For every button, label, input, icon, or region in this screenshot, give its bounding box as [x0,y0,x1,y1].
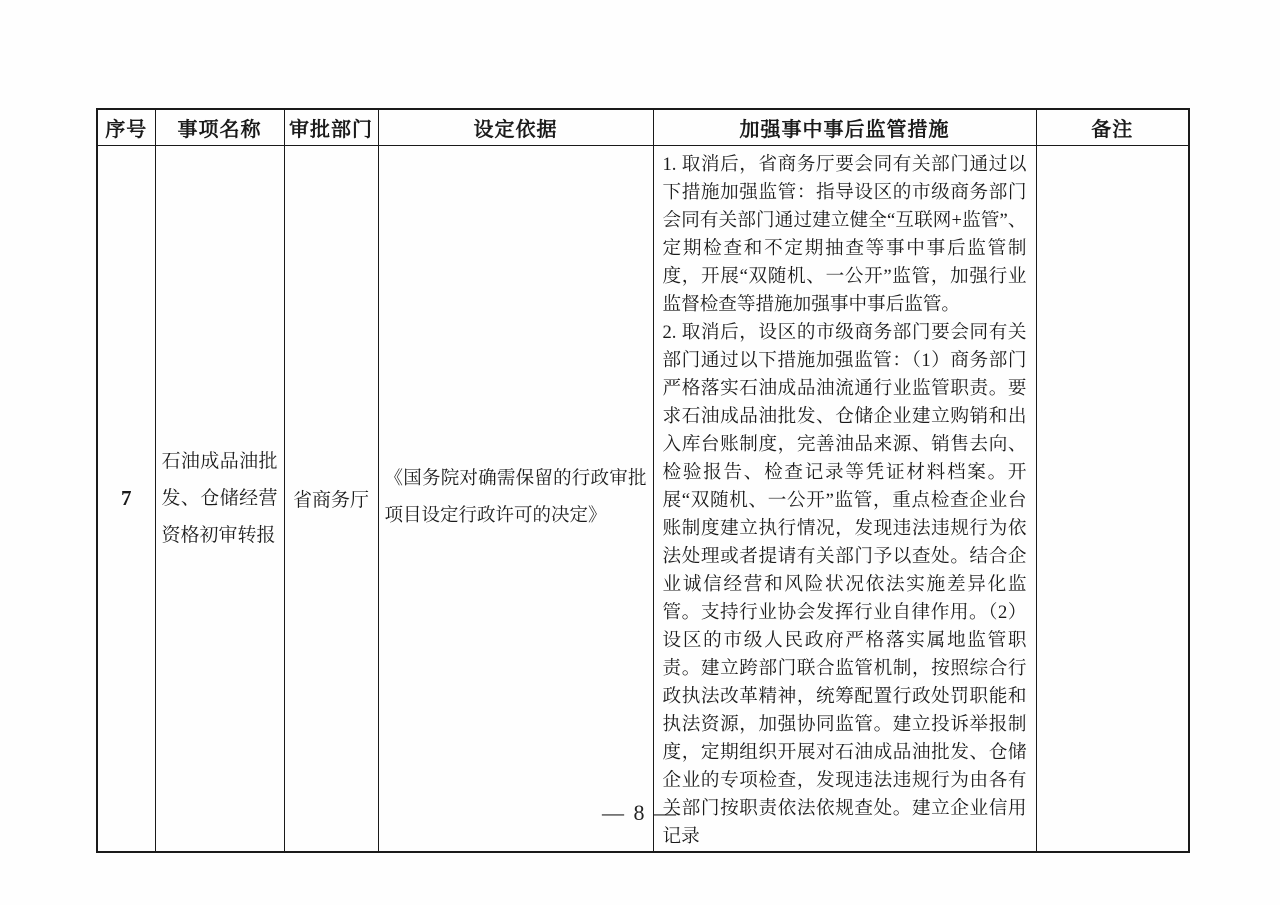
header-row [97,109,1189,145]
cell-remarks [1036,145,1189,852]
cell-supervision-measures [653,145,1036,852]
column-header-remarks: 备注 [1036,109,1189,145]
measures-paragraph-1: 1. 取消后，省商务厅要会同有关部门通过以下措施加强监管：指导设区的市级商务部门会同有关部门通过建立健全“互联网+监管”、定期检查和不定期抽查等事中事后监管制度，开展“双随机、一公开”监管，加强行业监督检查等措施加强事中事后监管。 [662,153,1027,315]
column-header-supervision-measures: 加强事中事后监管措施 [653,109,1036,145]
cell-item-name: 石油成品油批发、仓储经营资格初审转报 [155,145,284,852]
column-header-approval-department: 审批部门 [284,109,378,145]
page-number: — 8 — [602,800,678,825]
cell-setting-basis: 《国务院对确需保留的行政审批项目设定行政许可的决定》 [378,145,653,852]
cell-approval-department: 省商务厅 [284,145,378,852]
cell-serial-number: 7 [97,145,155,852]
approval-items-table [96,108,1190,853]
column-header-item-name: 事项名称 [155,109,284,145]
column-header-setting-basis: 设定依据 [378,109,653,145]
column-header-serial-number: 序号 [97,109,155,145]
table-header [97,109,1189,145]
table-row [97,145,1189,852]
measures-paragraph-2: 2. 取消后，设区的市级商务部门要会同有关部门通过以下措施加强监管：（1）商务部门严格落实石油成品油流通行业监管职责。要求石油成品油批发、仓储企业建立购销和出入库台账制度，完善油品来源、销售去向、检验报告、检查记录等凭证材料档案。开展“双随机、一公开”监管，重点检查企业台账制度建立执行情况，发现违法违规行为依法处理或者提请有关部门予以查处。结合企业诚信经营和风险状况依法实施差异化监管。支持行业协会发挥行业自律作用。（2）设区的市级人民政府严格落实属地监管职责。建立跨部门联合监管机制，按照综合行政执法改革精神，统筹配置行政处罚职能和执法资源，加强协同监管。建立投诉举报制度，定期组织开展对石油成品油批发、仓储企业的专项检查，发现违法违规行为由各有关部门按职责依法依规查处。建立企业信用记录 [662,321,1027,847]
